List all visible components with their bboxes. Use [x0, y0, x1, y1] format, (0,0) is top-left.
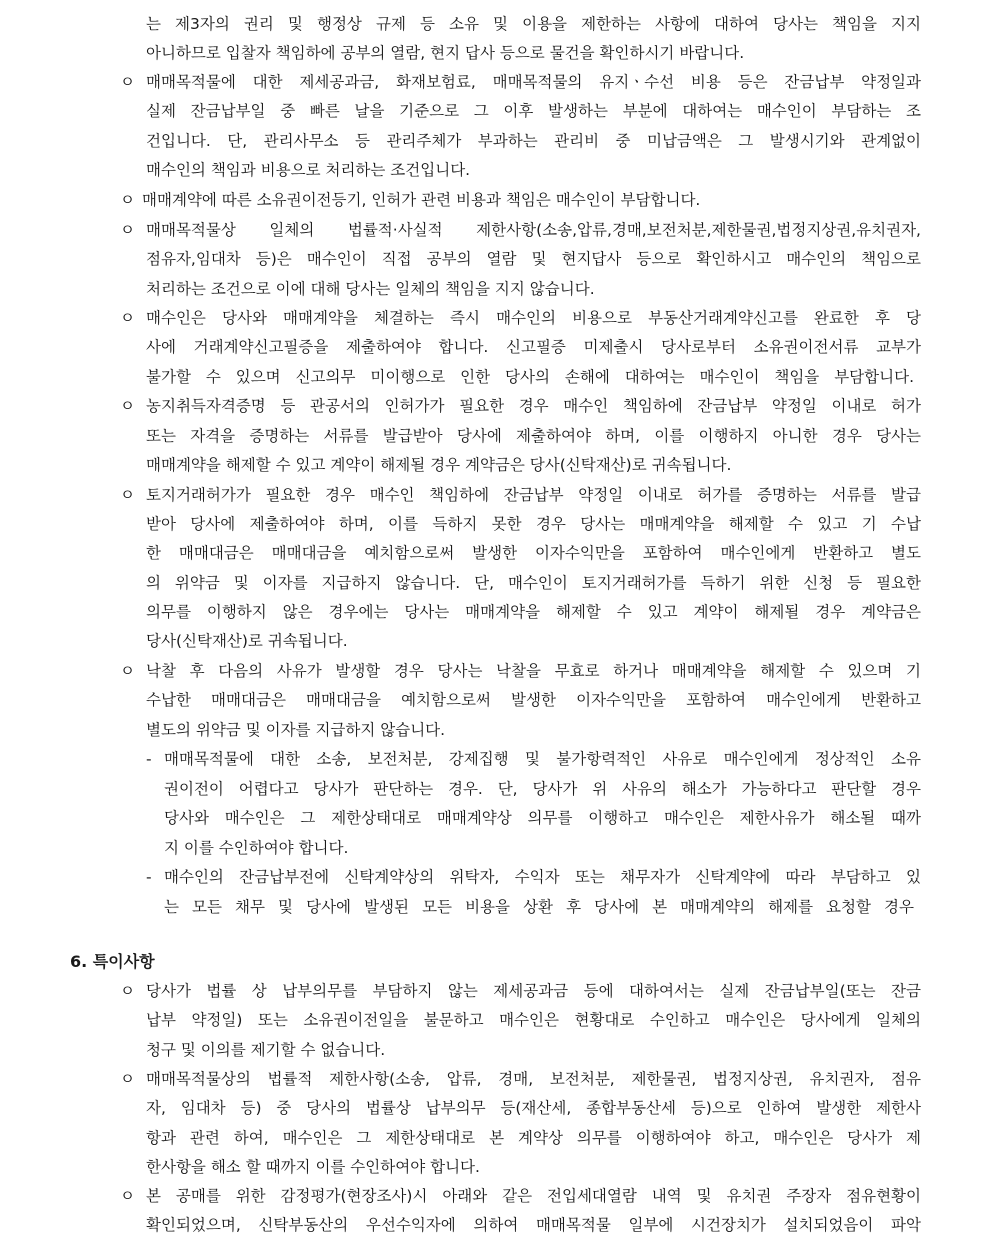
bullet-marker: ㅇ [120, 397, 135, 415]
paragraph-line: 권이전이 어렵다고 당사가 판단하는 경우. 단, 당사가 위 사유의 해소가 가능하다고 판단할 경우 [164, 780, 921, 798]
bullet-marker: ㅇ [120, 662, 135, 680]
paragraph-line: 매매계약을 해제할 수 있고 계약이 해제될 경우 계약금은 당사(신탁재산)로 귀속됩니다. [146, 456, 732, 474]
paragraph-line: 항과 관련 하여, 매수인은 그 제한상태대로 본 계약상 의무를 이행하여야 하고, 매수인은 당사가 제 [146, 1129, 921, 1147]
paragraph-line: 당사가 법률 상 납부의무를 부담하지 않는 제세공과금 등에 대하여서는 실제 잔금납부일(또는 잔금 [146, 982, 921, 1000]
bullet-marker: ㅇ [120, 1187, 135, 1205]
paragraph-line: 매수인은 당사와 매매계약을 체결하는 즉시 매수인의 비용으로 부동산거래계약신고를 완료한 후 당 [146, 309, 921, 327]
paragraph-line: 청구 및 이의를 제기할 수 없습니다. [146, 1041, 386, 1059]
paragraph-line: 별도의 위약금 및 이자를 지급하지 않습니다. [146, 721, 446, 739]
paragraph-line: 매매목적물상의 법률적 제한사항(소송, 압류, 경매, 보전처분, 제한물권, 법정지상권, 유치권자, 점유 [146, 1070, 921, 1088]
dash-marker: - [146, 868, 152, 886]
paragraph-line: 당사와 매수인은 그 제한상태대로 매매계약상 의무를 이행하고 매수인은 제한사유가 해소될 때까 [164, 809, 921, 827]
paragraph-line: 한사항을 해소 할 때까지 이를 수인하여야 합니다. [146, 1158, 480, 1176]
paragraph-line: 건입니다. 단, 관리사무소 등 관리주체가 부과하는 관리비 중 미납금액은 그 발생시기와 관계없이 [146, 132, 921, 150]
bullet-marker: ㅇ [120, 309, 135, 327]
paragraph-line: 한 매매대금은 매매대금을 예치함으로써 발생한 이자수익만을 포함하여 매수인에게 반환하고 별도 [146, 544, 921, 562]
paragraph-line: 는 제3자의 권리 및 행정상 규제 등 소유 및 이용을 제한하는 사항에 대하여 당사는 책임을 지지 [146, 15, 921, 33]
paragraph-line: 매수인의 책임과 비용으로 처리하는 조건입니다. [146, 161, 471, 179]
paragraph-line: 매매목적물에 대한 제세공과금, 화재보험료, 매매목적물의 유지ㆍ수선 비용 등은 잔금납부 약정일과 [146, 73, 921, 91]
bullet-marker: ㅇ [120, 982, 135, 1000]
paragraph-line: 의 위약금 및 이자를 지급하지 않습니다. 단, 매수인이 토지거래허가를 득하기 위한 신청 등 필요한 [146, 574, 921, 592]
paragraph-line: 수납한 매매대금은 매매대금을 예치함으로써 발생한 이자수익만을 포함하여 매수인에게 반환하고 [146, 691, 921, 709]
paragraph-line: 처리하는 조건으로 이에 대해 당사는 일체의 책임을 지지 않습니다. [146, 280, 595, 298]
paragraph-line: 자, 임대차 등) 중 당사의 법률상 납부의무 등(재산세, 종합부동산세 등)으로 인하여 발생한 제한사 [146, 1099, 921, 1117]
paragraph-line: 는 모든 채무 및 당사에 발생된 모든 비용을 상환 후 당사에 본 매매계약의 해제를 요청할 경우 [164, 898, 914, 916]
paragraph-line: 또는 자격을 증명하는 서류를 발급받아 당사에 제출하여야 하며, 이를 이행하지 아니한 경우 당사는 [146, 427, 921, 445]
bullet-marker: ㅇ [120, 486, 135, 504]
bullet-marker: ㅇ [120, 221, 135, 239]
paragraph-line: 확인되었으며, 신탁부동산의 우선수익자에 의하여 매매목적물 일부에 시건장치가 설치되었음이 파악 [146, 1216, 921, 1234]
bullet-marker: ㅇ [120, 1070, 135, 1088]
paragraph-line: 사에 거래계약신고필증을 제출하여야 합니다. 신고필증 미제출시 당사로부터 소유권이전서류 교부가 [146, 338, 921, 356]
paragraph-line: 실제 잔금납부일 중 빠른 날을 기준으로 그 이후 발생하는 부분에 대하여는 매수인이 부담하는 조 [146, 102, 921, 120]
paragraph-line: 불가할 수 있으며 신고의무 미이행으로 인한 당사의 손해에 대하여는 매수인이 책임을 부담합니다. [146, 368, 914, 386]
paragraph-line: 의무를 이행하지 않은 경우에는 당사는 매매계약을 해제할 수 있고 계약이 해제될 경우 계약금은 [146, 603, 921, 621]
paragraph-line: 납부 약정일) 또는 소유권이전일을 불문하고 매수인은 현황대로 수인하고 매수인은 당사에게 일체의 [146, 1011, 921, 1029]
bullet-marker: ㅇ [120, 73, 135, 91]
paragraph-line: 매매목적물에 대한 소송, 보전처분, 강제집행 및 불가항력적인 사유로 매수인에게 정상적인 소유 [164, 750, 921, 768]
paragraph-line: 매매목적물상 일체의 법률적·사실적 제한사항(소송,압류,경매,보전처분,제한물권,법정지상권,유치권자, [146, 221, 921, 239]
paragraph-line: 토지거래허가가 필요한 경우 매수인 책임하에 잔금납부 약정일 이내로 허가를 증명하는 서류를 발급 [146, 486, 921, 504]
section-heading: 6. 특이사항 [70, 952, 155, 971]
paragraph-line: 낙찰 후 다음의 사유가 발생할 경우 당사는 낙찰을 무효로 하거나 매매계약을 해제할 수 있으며 기 [146, 662, 921, 680]
paragraph-line: 본 공매를 위한 감정평가(현장조사)시 아래와 같은 전입세대열람 내역 및 유치권 주장자 점유현황이 [146, 1187, 921, 1205]
paragraph-line: 당사(신탁재산)로 귀속됩니다. [146, 632, 348, 650]
paragraph-line: 농지취득자격증명 등 관공서의 인허가가 필요한 경우 매수인 책임하에 잔금납부 약정일 이내로 허가 [146, 397, 921, 415]
paragraph-line: 매수인의 잔금납부전에 신탁계약상의 위탁자, 수익자 또는 채무자가 신탁계약에 따라 부담하고 있 [164, 868, 921, 886]
paragraph-line: 아니하므로 입찰자 책임하에 공부의 열람, 현지 답사 등으로 물건을 확인하시기 바랍니다. [146, 44, 745, 62]
dash-marker: - [146, 750, 152, 768]
paragraph-line: 받아 당사에 제출하여야 하며, 이를 득하지 못한 경우 당사는 매매계약을 해제할 수 있고 기 수납 [146, 515, 921, 533]
bullet-marker: ㅇ [120, 191, 135, 209]
paragraph-line: 점유자,임대차 등)은 매수인이 직접 공부의 열람 및 현지답사 등으로 확인하시고 매수인의 책임으로 [146, 250, 921, 268]
paragraph-line: 매매계약에 따른 소유권이전등기, 인허가 관련 비용과 책임은 매수인이 부담합니다. [142, 191, 701, 209]
paragraph-line: 지 이를 수인하여야 합니다. [164, 839, 349, 857]
